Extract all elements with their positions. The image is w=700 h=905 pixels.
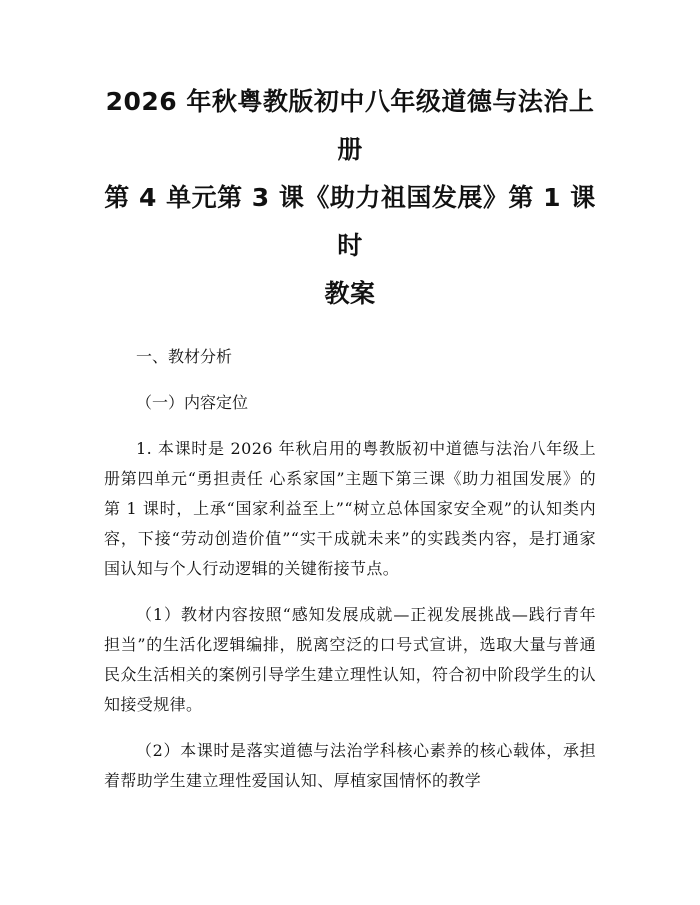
subsection-heading: （一）内容定位 xyxy=(136,393,249,412)
paragraph-2: （1）教材内容按照“感知发展成就—正视发展挑战—践行青年担当”的生活化逻辑编排，脱离空泛的口号式宣讲，选取大量与普通民众生活相关的案例引导学生建立理性认知，符合初中阶段学生的认知接受规律。 xyxy=(104,605,597,714)
section-heading: 一、教材分析 xyxy=(136,347,233,366)
document-title xyxy=(104,78,596,318)
paragraph-3: （2）本课时是落实道德与法治学科核心素养的核心载体，承担着帮助学生建立理性爱国认知、厚植家国情怀的教学 xyxy=(104,741,596,790)
title-line-2: 第 4 单元第 3 课《助力祖国发展》第 1 课时 xyxy=(104,183,596,260)
title-line-3: 教案 xyxy=(324,279,376,308)
title-line-1: 2026 年秋粤教版初中八年级道德与法治上册 xyxy=(105,87,595,164)
paragraph-1: 1. 本课时是 2026 年秋启用的粤教版初中道德与法治八年级上册第四单元“勇担责任 心系家国”主题下第三课《助力祖国发展》的第 1 课时，上承“国家利益至上”“树立总体国家安全观”的认知类内容，下接“劳动创造价值”“实干成就未来”的实践类内容，是打通家国认知与个人行动逻辑的关键衔接节点。 xyxy=(104,439,596,578)
